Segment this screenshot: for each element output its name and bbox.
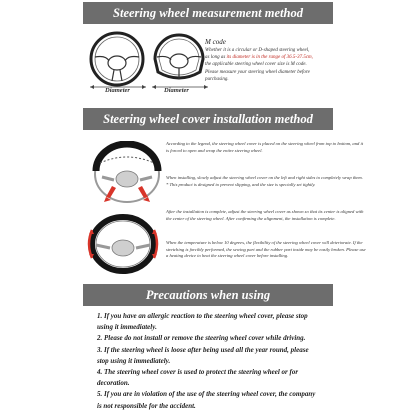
installation-step-4: When the temperature is below 10 degrees, the flexibility of the steering wheel cover will deteriorate. If the stretching is forcibly performed, the sewing part and the rubber part inside may be easily broken. Please use a heating device to heat the steering wheel cover before installing.: [166, 240, 366, 259]
installation-step-1: According to the legend, the steering wheel cover is placed on the steering wheel from top to bottom, and it is forced to open and wrap the entire steering wheel.: [166, 141, 364, 153]
precaution-line: 1. If you have an allergic reaction to the steering wheel cover, please stop: [97, 312, 308, 320]
diameter-caption-right: Diameter: [164, 87, 189, 94]
precaution-line: 3. If the steering wheel is loose after being used all the year round, please: [97, 345, 309, 354]
m-code-line-2a: as long as: [205, 55, 227, 61]
installation-step-3: After the installation is complete, adjust the steering wheel cover as shown so that its center is aligned with the center of the steering wheel. After confirming the alignment, the installation is complete.: [166, 209, 364, 221]
m-code-line-4: Please measure your steering wheel diameter before: [205, 69, 310, 75]
m-code-line-3: the applicable steering wheel cover size is M code.: [205, 62, 307, 68]
precaution-line: 2. Please do not install or remove the steering wheel cover while driving.: [97, 334, 306, 343]
precaution-line: 4. The steering wheel cover is used to protect the steering wheel or for: [97, 368, 299, 377]
diameter-caption-left: Diameter: [105, 87, 130, 94]
round-wheel-illustration: [88, 30, 146, 88]
d-shaped-wheel-illustration: [150, 30, 208, 88]
precaution-line: 5. If you are in violation of the use of the steering wheel cover, the company: [97, 390, 316, 399]
section-title-installation: Steering wheel cover installation method: [83, 108, 333, 130]
section-title-measurement: Steering wheel measurement method: [83, 2, 333, 24]
precaution-line: stop using it immediately.: [97, 356, 171, 365]
m-code-line-1: Whether it is a circular or D-shaped steering wheel,: [205, 48, 310, 53]
m-code-description: [205, 47, 395, 83]
installation-step-2: When installing, slowly adjust the steering wheel cover on the left and right sides to completely wrap them. * This product is designed to prevent slipping, and the size is specially set tightly.: [166, 175, 363, 187]
m-code-heading: M code: [205, 38, 226, 46]
section-title-precautions: Precautions when using: [83, 284, 333, 306]
installation-wheel-top-illustration: [92, 141, 162, 207]
installation-wheel-bottom-illustration: [84, 212, 162, 276]
precaution-line: decoration.: [97, 379, 130, 388]
m-code-line-2: [205, 54, 395, 61]
m-code-line-5: purchasing.: [205, 76, 229, 82]
precautions-list: [97, 311, 347, 412]
m-code-diameter-range: its diameter is in the range of 36.5-37.5cm,: [226, 55, 313, 61]
precaution-line: using it immediately.: [97, 323, 157, 332]
precaution-line: is not responsible for the accident.: [97, 401, 196, 410]
